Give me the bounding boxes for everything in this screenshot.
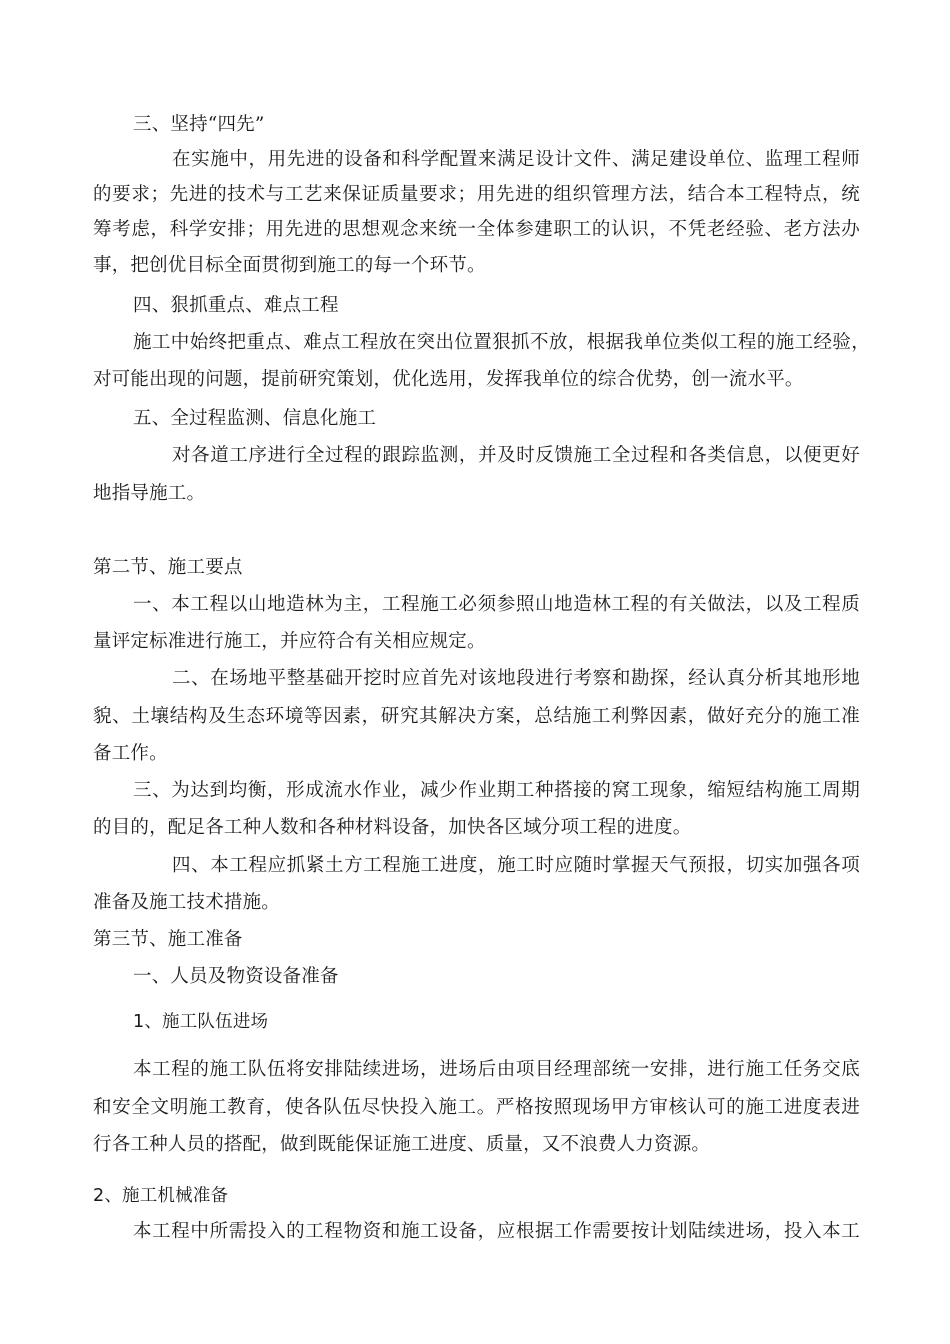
paragraph-line: 的要求；先进的技术与工艺来保证质量要求；用先进的组织管理方法，结合本工程特点，统 [93, 184, 860, 205]
subheading-team-entry: 1、施工队伍进场 [133, 1012, 269, 1032]
paragraph-line: 貌、土壤结构及生态环境等因素，研究其解决方案，总结施工利弊因素，做好充分的施工准 [93, 706, 860, 727]
paragraph-line: 二、在场地平整基础开挖时应首先对该地段进行考察和勘探，经认真分析其地形地 [172, 668, 860, 689]
paragraph-line: 三、为达到均衡，形成流水作业，减少作业期工种搭接的窝工现象，缩短结构施工周期 [133, 780, 860, 801]
paragraph-line: 本工程中所需投入的工程物资和施工设备，应根据工作需要按计划陆续进场，投入本工 [133, 1221, 860, 1242]
subheading-personnel-materials: 一、人员及物资设备准备 [133, 966, 339, 987]
section-heading-3: 第三节、施工准备 [93, 929, 243, 950]
paragraph-line: 一、本工程以山地造林为主，工程施工必须参照山地造林工程的有关做法，以及工程质 [133, 594, 860, 615]
subheading-machinery: 2、施工机械准备 [93, 1186, 229, 1206]
paragraph-line: 施工中始终把重点、难点工程放在突出位置狠抓不放，根据我单位类似工程的施工经验， [133, 332, 870, 353]
paragraph-line: 在实施中，用先进的设备和科学配置来满足设计文件、满足建设单位、监理工程师 [172, 149, 860, 170]
heading-full-process: 五、全过程监测、信息化施工 [133, 408, 377, 429]
paragraph-line: 四、本工程应抓紧土方工程施工进度，施工时应随时掌握天气预报，切实加强各项 [172, 855, 860, 876]
heading-four-firsts: 三、坚持“四先” [133, 114, 265, 135]
heading-key-difficult: 四、狠抓重点、难点工程 [133, 295, 339, 316]
paragraph-line: 筹考虑，科学安排；用先进的思想观念来统一全体参建职工的认识，不凭老经验、老方法办 [93, 219, 860, 240]
paragraph-line: 对可能出现的问题，提前研究策划，优化选用，发挥我单位的综合优势，创一流水平。 [93, 369, 804, 390]
paragraph-line: 准备及施工技术措施。 [93, 892, 281, 913]
paragraph-line: 对各道工序进行全过程的跟踪监测，并及时反馈施工全过程和各类信息，以便更好 [172, 445, 860, 466]
paragraph-line: 量评定标准进行施工，并应符合有关相应规定。 [93, 631, 486, 652]
paragraph-line: 和安全文明施工教育，使各队伍尽快投入施工。严格按照现场甲方审核认可的施工进度表进 [93, 1097, 860, 1118]
paragraph-line: 本工程的施工队伍将安排陆续进场，进场后由项目经理部统一安排，进行施工任务交底 [133, 1059, 860, 1080]
paragraph-line: 事，把创优目标全面贯彻到施工的每一个环节。 [93, 255, 486, 276]
paragraph-line: 备工作。 [93, 743, 168, 764]
paragraph-line: 地指导施工。 [93, 483, 206, 504]
section-heading-2: 第二节、施工要点 [93, 557, 243, 578]
paragraph-line: 行各工种人员的搭配，做到既能保证施工进度、质量，又不浪费人力资源。 [93, 1134, 711, 1155]
paragraph-line: 的目的，配足各工种人数和各种材料设备，加快各区域分项工程的进度。 [93, 817, 692, 838]
